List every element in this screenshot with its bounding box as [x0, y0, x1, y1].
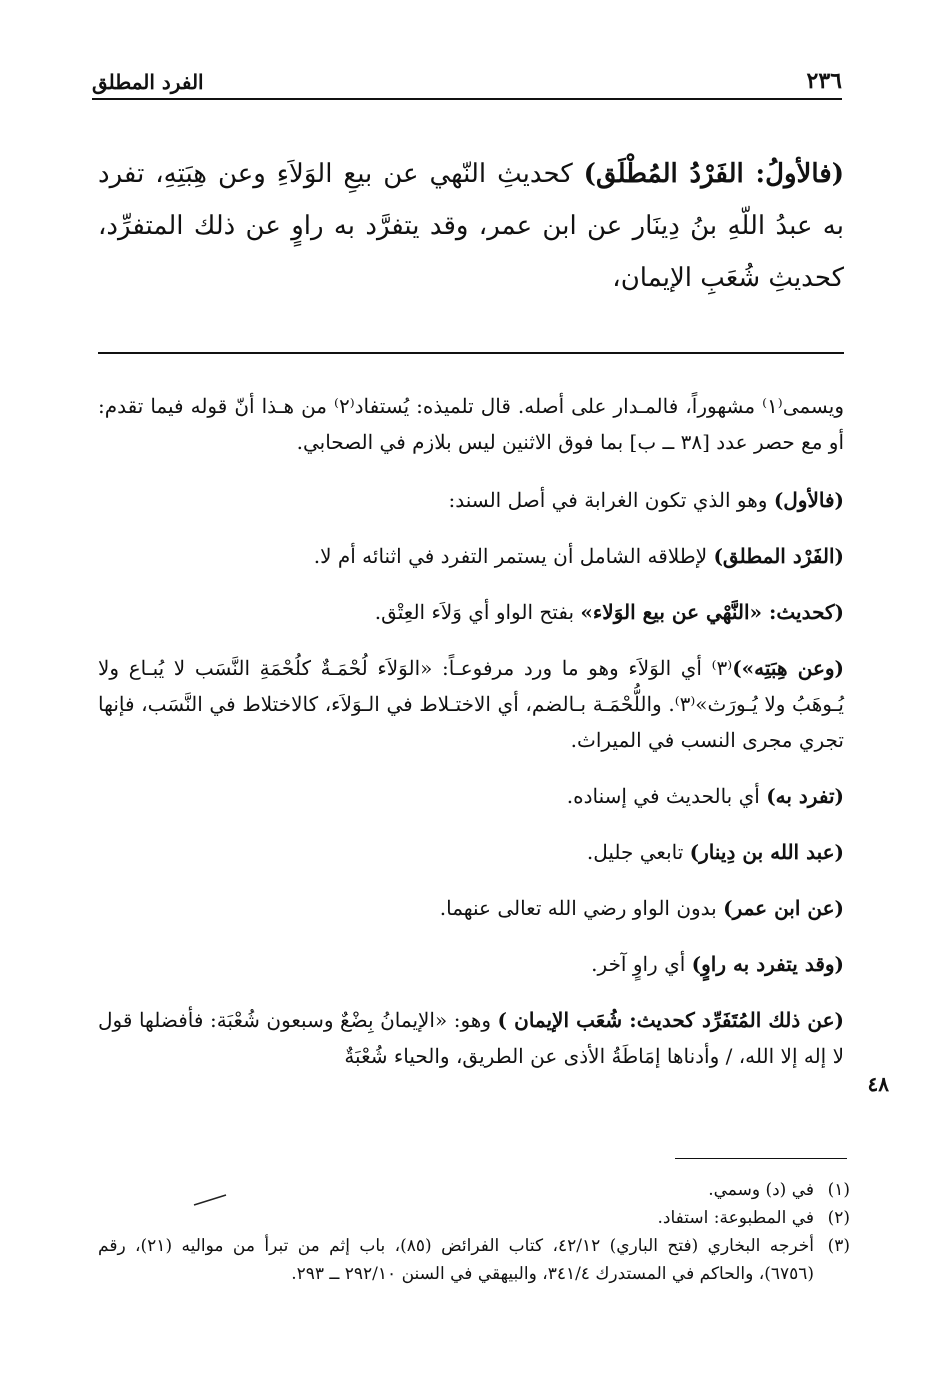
footnote-number: (٢)	[827, 1208, 850, 1228]
main-text-lead: (فالأولُ: الفَرْدُ المُطْلَق)	[583, 159, 844, 189]
commentary-term: (عبد الله بن دِينار)	[689, 840, 844, 864]
footnote-number: (١)	[827, 1180, 850, 1200]
commentary-explanation: بفتح الواو أي وَلاَء العِتْق.	[374, 600, 581, 624]
commentary-explanation: لإطلاقه الشامل أن يستمر التفرد في اثنائه أم لا.	[313, 544, 714, 568]
commentary-explanation: أي بالحديث في إسناده.	[566, 784, 767, 808]
footnote	[98, 1204, 850, 1232]
commentary-explanation: بدون الواو رضي الله تعالى عنهما.	[439, 896, 724, 920]
commentary-term: (تفرد به)	[766, 784, 844, 808]
commentary-intro: ويسمى⁽١⁾ مشهوراً، فالمـدار على أصله. قال تلميذه: يُستفاد⁽٢⁾ من هـذا أنّ قوله فيما تقدم: أو مع حصر عدد [٣٨ ــ ب] بما فوق الاثنين ليس بلازم في الصحابي.	[98, 394, 844, 454]
commentary-explanation: وهو الذي تكون الغرابة في أصل السند:	[448, 488, 774, 512]
commentary	[98, 388, 844, 1094]
footnote-divider	[675, 1158, 847, 1159]
commentary-item	[98, 538, 844, 574]
commentary-explanation: أي راوٍ آخر.	[591, 952, 692, 976]
footnote-text: في (د) وسمي.	[708, 1180, 814, 1200]
commentary-explanation: وهو: «الإيمانُ بِضْعٌ وسبعون شُعْبَة: فأفضلها قول لا إله إلا الله، / وأدناها إمَاطَةُ الأذى عن الطريق، والحياء شُعْبَةٌ	[98, 1008, 844, 1068]
main-text-body: كحديثِ النّهي عن بيعِ الوَلاَءِ وعن هِبَتِهِ، تفرد به عبدُ اللّهِ بنُ دِينَار عن ابن عمر، وقد يتفرَّد به راوٍ عن ذلك المتفرِّد، كحديثِ شُعَبِ الإيمان،	[98, 159, 844, 293]
commentary-term: (الفَرْد المطلق)	[713, 544, 844, 568]
footnote-text: في المطبوعة: استفاد.	[657, 1208, 814, 1228]
commentary-term: (عن ابن عمر)	[723, 896, 844, 920]
commentary-item	[98, 650, 844, 758]
footnote	[98, 1232, 850, 1288]
footnotes	[98, 1176, 850, 1288]
footnote-number: (٣)	[827, 1236, 850, 1256]
commentary-term: (عن ذلك المُتَفَرِّد كحديث: شُعَب الإيمان )	[497, 1008, 844, 1032]
commentary-term: (فالأول)	[773, 488, 844, 512]
footnote	[98, 1176, 850, 1204]
footnote-text: أخرجه البخاري (فتح الباري) ٤٢/١٢، كتاب الفرائض (٨٥)، باب إثم من تبرأ من مواليه (٢١)، رقم (٦٧٥٦)، والحاكم في المستدرك ٣٤١/٤، والبيهقي في السنن ٢٩٢/١٠ ــ ٢٩٣.	[98, 1236, 814, 1284]
commentary-explanation: ⁽٣⁾ أي الوَلاَء وهو ما ورد مرفوعـاً: «الوَلاَء لُحْمَـةٌ كلُحْمَةِ النَّسَب لا يُبـاع ولا يُـوهَبُ ولا يُـورَث»⁽٣⁾. واللُّحْمَـة بـالضم، أي الاختـلاط في الـوَلاَء، كالاختلاط في النَّسَب، فإنها تجري مجرى النسب في الميراث.	[98, 656, 844, 752]
commentary-term: (وعن هِبَتِه»)	[732, 656, 844, 680]
main-divider	[98, 352, 844, 354]
commentary-item	[98, 482, 844, 518]
commentary-item	[98, 946, 844, 982]
commentary-item	[98, 834, 844, 870]
commentary-item	[98, 1002, 844, 1074]
page-header	[92, 66, 842, 100]
commentary-term: (كحديث: «النَّهْي عن بيع الوَلاء»	[580, 600, 844, 624]
commentary-item	[98, 594, 844, 630]
commentary-term: (وقد يتفرد به راوٍ)	[691, 952, 844, 976]
page-number: ٢٣٦	[806, 68, 842, 94]
commentary-explanation: تابعي جليل.	[586, 840, 690, 864]
main-text	[98, 148, 844, 304]
manuscript-folio-number: ٤٨	[867, 1072, 889, 1096]
commentary-item	[98, 778, 844, 814]
running-title: الفرد المطلق	[92, 70, 204, 94]
commentary-item	[98, 890, 844, 926]
